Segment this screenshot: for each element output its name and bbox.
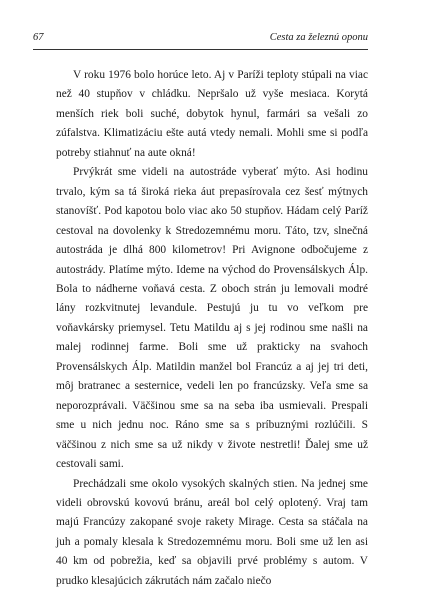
paragraph: Prechádzali sme okolo vysokých skalných stien. Na jednej sme videli obrovskú kovovú bránu, areál bol celý oplotený. Vraj tam majú Francúzy zakopané svoje rakety Mirage. Cesta sa stáčala na juh a pomaly klesala k Stredozemnému moru. Boli sme už len asi 40 km od pobrežia, keď sa objavili prvé problémy s autom. V prudko klesajúcich zákrutách nám začalo niečo xyxy=(56,477,368,587)
page-header xyxy=(33,32,368,48)
page-number: 67 xyxy=(33,32,44,43)
running-title: Cesta za železnú oponu xyxy=(269,32,368,43)
body-text xyxy=(56,66,368,591)
header-divider xyxy=(33,49,368,50)
paragraph: V roku 1976 bolo horúce leto. Aj v Paríži teploty stúpali na viac než 40 stupňov v chládku. Nepršalo už vyše mesiaca. Korytá menších riek boli suché, dobytok hynul, farmári sa vešali zo zúfalstva. Klimatizáciu ešte autá vtedy nemali. Mohli sme si podľa potreby stiahnuť na aute okná! xyxy=(56,69,368,159)
paragraph: Prvýkrát sme videli na autostráde vyberať mýto. Asi hodinu trvalo, kým sa tá široká rieka áut prepasírovala cez šesť mýtnych stanovíšť. Pod kapotou bolo viac ako 50 stupňov. Hádam celý Paríž cestoval na dovolenky k Stredozemnému moru. Táto, tzv, slnečná autostráda je dlhá 800 kilometrov! Pri Avignone odbočujeme z autostrády. Platíme mýto. Ideme na východ do Provensálskych Álp. Bola to nádherne voňavá cesta. Z oboch strán ju lemovali modré lány rozkvitnutej levandule. Pestujú ju tu vo veľkom pre voňavkársky priemysel. Tetu Matildu aj s jej rodinou sme našli na malej rodinnej farme. Boli sme už prakticky na svahoch Provensálskych Álp. Matildin manžel bol Francúz a aj jej tri deti, môj bratranec a sesternice, vedeli len po francúzsky. Veľa sme sa neporozprávali. Väčšinou sme sa na seba iba usmievali. Prespali sme u nich jednu noc. Ráno sme sa s príbuznými rozlúčili. S väčšinou z nich sme sa už nikdy v živote nestretli! Ďalej sme už cestovali sami. xyxy=(56,166,368,471)
